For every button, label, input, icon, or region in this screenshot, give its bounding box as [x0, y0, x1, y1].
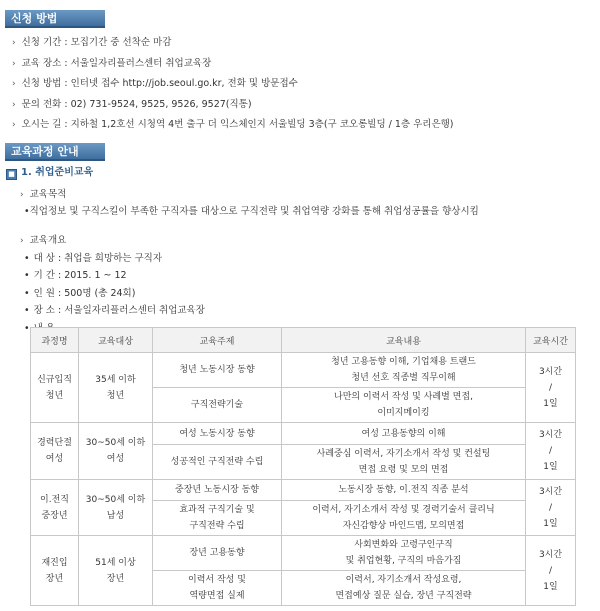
time-cell: 3시간 / 1일 [526, 423, 576, 480]
table-row [31, 480, 576, 501]
header-topic: 교육주제 [153, 328, 282, 353]
application-section-title: 신청 방법 [5, 10, 105, 28]
header-course: 과정명 [31, 328, 79, 353]
topic-cell: 장년 고용동향 [153, 536, 282, 571]
purpose-text: •직업정보 및 구직스킬이 부족한 구직자를 대상으로 구직전략 및 취업역량 강화를 통해 취업성공률을 향상시킴 [24, 206, 479, 217]
time-cell: 3시간 / 1일 [526, 480, 576, 536]
list-item: › 문의 전화 : 02) 731-9524, 9525, 9526, 9527(직통) [12, 98, 252, 110]
header-content: 교육내용 [282, 328, 526, 353]
table-row [31, 353, 576, 388]
bullet-icon: • [24, 305, 30, 316]
content-cell: 이력서, 자기소개서 작성요령, 면접예상 질문 실습, 장년 구직전략 [282, 571, 526, 606]
list-item: › 오시는 길 : 지하철 1,2호선 시청역 4번 출구 더 익스체인지 서울빌딩 3층(구 코오롱빌딩 / 1층 우리은행) [12, 119, 454, 130]
content-cell: 나만의 이력서 작성 및 사례별 면접, 이미지메이킹 [282, 388, 526, 423]
time-cell: 3시간 / 1일 [526, 353, 576, 423]
content-cell: 노동시장 동향, 이.전직 직종 분석 [282, 480, 526, 501]
bullet-icon: • [24, 287, 30, 299]
square-bullet-icon: ■ [6, 169, 17, 180]
chevron-right-icon: › [12, 38, 16, 48]
overview-item: • 대 상 : 취업을 희망하는 구직자 [24, 252, 163, 264]
course-name-cell: 경력단절 여성 [31, 423, 79, 480]
course-subtitle: ■ 1. 취업준비교육 [6, 166, 93, 180]
chevron-right-icon: › [12, 120, 16, 130]
bullet-icon: • [24, 252, 30, 264]
purpose-block [20, 186, 479, 220]
chevron-right-icon: › [12, 58, 16, 69]
overview-block [20, 232, 205, 337]
list-item: › 신청 방법 : 인터넷 접수 http://job.seoul.go.kr, 전화 및 방문접수 [12, 78, 298, 89]
header-time: 교육시간 [526, 328, 576, 353]
topic-cell: 성공적인 구직전략 수립 [153, 445, 282, 480]
purpose-label: › 교육목적 [20, 189, 67, 200]
course-name-cell: 신규입직 청년 [31, 353, 79, 423]
table-row [31, 536, 576, 571]
application-list [12, 33, 454, 136]
bullet-icon: • [24, 322, 30, 334]
list-item: › 교육 장소 : 서울일자리플러스센터 취업교육장 [12, 57, 212, 69]
topic-cell: 청년 노동시장 동향 [153, 353, 282, 388]
topic-cell: 효과적 구직기술 및 구직전략 수립 [153, 501, 282, 536]
bullet-icon: • [24, 270, 30, 281]
table-row [31, 423, 576, 445]
course-name-cell: 재진입 장년 [31, 536, 79, 606]
chevron-right-icon: › [12, 99, 16, 110]
chevron-right-icon: › [12, 79, 16, 89]
list-item: › 신청 기간 : 모집기간 중 선착순 마감 [12, 37, 172, 48]
topic-cell: 중장년 노동시장 동향 [153, 480, 282, 501]
content-cell: 청년 고용동향 이해, 기업채용 트랜드 청년 선호 직종별 직무이해 [282, 353, 526, 388]
course-section-title: 교육과정 안내 [5, 143, 105, 161]
course-name-cell: 이.전직 중장년 [31, 480, 79, 536]
target-cell: 30~50세 이하 여성 [79, 423, 153, 480]
content-cell: 이력서, 자기소개서 작성 및 경력기술서 클리닉 자신감향상 마인드맵, 모의면접 [282, 501, 526, 536]
overview-item: • 장 소 : 서울일자리플러스센터 취업교육장 [24, 305, 205, 316]
topic-cell: 구직전략기술 [153, 388, 282, 423]
overview-label: › 교육개요 [20, 235, 67, 246]
target-cell: 51세 이상 장년 [79, 536, 153, 606]
content-cell: 여성 고용동향의 이해 [282, 423, 526, 445]
content-cell: 사회변화와 고령구인구직 및 취업현황, 구직의 마음가짐 [282, 536, 526, 571]
overview-item: • 기 간 : 2015. 1 ~ 12 [24, 270, 127, 281]
course-table [30, 327, 576, 606]
overview-item: • 인 원 : 500명 (총 24회) [24, 287, 136, 299]
table-header-row [31, 328, 576, 353]
chevron-right-icon: › [20, 236, 24, 246]
target-cell: 35세 이하 청년 [79, 353, 153, 423]
topic-cell: 여성 노동시장 동향 [153, 423, 282, 445]
header-target: 교육대상 [79, 328, 153, 353]
bullet-icon: • [24, 206, 30, 217]
target-cell: 30~50세 이하 남성 [79, 480, 153, 536]
time-cell: 3시간 / 1일 [526, 536, 576, 606]
chevron-right-icon: › [20, 190, 24, 200]
content-cell: 사례중심 이력서, 자기소개서 작성 및 컨설팅 면접 요령 및 모의 면접 [282, 445, 526, 480]
topic-cell: 이력서 작성 및 역량면접 실제 [153, 571, 282, 606]
